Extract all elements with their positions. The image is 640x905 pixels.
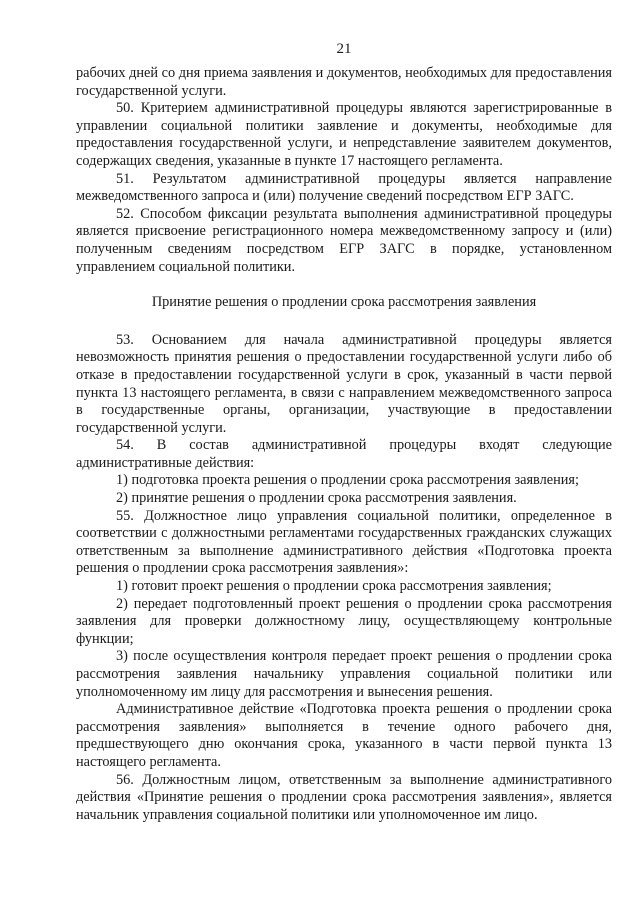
paragraph-56: 56. Должностным лицом, ответственным за выполнение административного действия «Принятие решения о продлении срока рассмотрения заявления», является начальник управления социальной политики или уполномоченное им лицо. bbox=[76, 771, 612, 823]
paragraphs-bottom bbox=[76, 332, 612, 825]
paragraph-55: 55. Должностное лицо управления социальной политики, определенное в соответствии с должностными регламентами государственных гражданских служащих ответственным за выполнение административного действия «Подготовка проекта решения о продлении срока рассмотрения заявления»: bbox=[76, 507, 612, 577]
list-item: 2) передает подготовленный проект решения о продлении срока рассмотрения заявления для проверки должностному лицу, осуществляющему контрольные функции; bbox=[76, 595, 612, 647]
paragraph-51: 51. Результатом административной процедуры является направление межведомственного запроса и (или) получение сведений посредством ЕГР ЗАГС. bbox=[76, 170, 612, 205]
paragraph: рабочих дней со дня приема заявления и документов, необходимых для предоставления государственной услуги. bbox=[76, 65, 612, 99]
paragraph: Административное действие «Подготовка проекта решения о продлении срока рассмотрения заявления» выполняется в течение одного рабочего дня, предшествующего дню окончания срока, указанного в части первой пункта 13 настоящего регламента. bbox=[76, 701, 612, 770]
paragraph-53: 53. Основанием для начала административной процедуры является невозможность принятия решения о предоставлении государственной услуги либо об отказе в предоставлении государственной услуги в срок, указанный в части первой пункта 13 настоящего регламента, в связи с направлением межведомственного запроса в государственные органы, организации, участвующие в предоставлении государственной услуги. bbox=[76, 331, 612, 436]
paragraph-52: 52. Способом фиксации результата выполнения административной процедуры является присвоение регистрационного номера межведомственному запросу и (или) полученным сведениям посредством ЕГР ЗАГС в порядке, установленном управлением социальной политики. bbox=[76, 205, 612, 275]
paragraphs-top bbox=[76, 65, 612, 276]
list-item: 1) готовит проект решения о продлении срока рассмотрения заявления; bbox=[116, 578, 552, 595]
list-item: 1) подготовка проекта решения о продлении срока рассмотрения заявления; bbox=[116, 472, 579, 489]
page-number: 21 bbox=[336, 41, 352, 57]
list-item: 2) принятие решения о продлении срока рассмотрения заявления. bbox=[116, 490, 517, 507]
document-page bbox=[76, 40, 612, 824]
paragraph-54: 54. В состав административной процедуры входят следующие административные действия: bbox=[76, 437, 612, 471]
list-item: 3) после осуществления контроля передает проект решения о продлении срока рассмотрения заявления начальнику управления социальной политики или уполномоченному им лицу для рассмотрения и вынесения решения. bbox=[76, 648, 612, 700]
paragraph-50: 50. Критерием административной процедуры являются зарегистрированные в управлении социальной политики заявление и документы, необходимые для предоставления государственной услуги, и непредставление заявителем документов, содержащих сведения, указанные в пункте 17 настоящего регламента. bbox=[76, 100, 612, 169]
section-heading: Принятие решения о продлении срока рассмотрения заявления bbox=[151, 294, 537, 311]
